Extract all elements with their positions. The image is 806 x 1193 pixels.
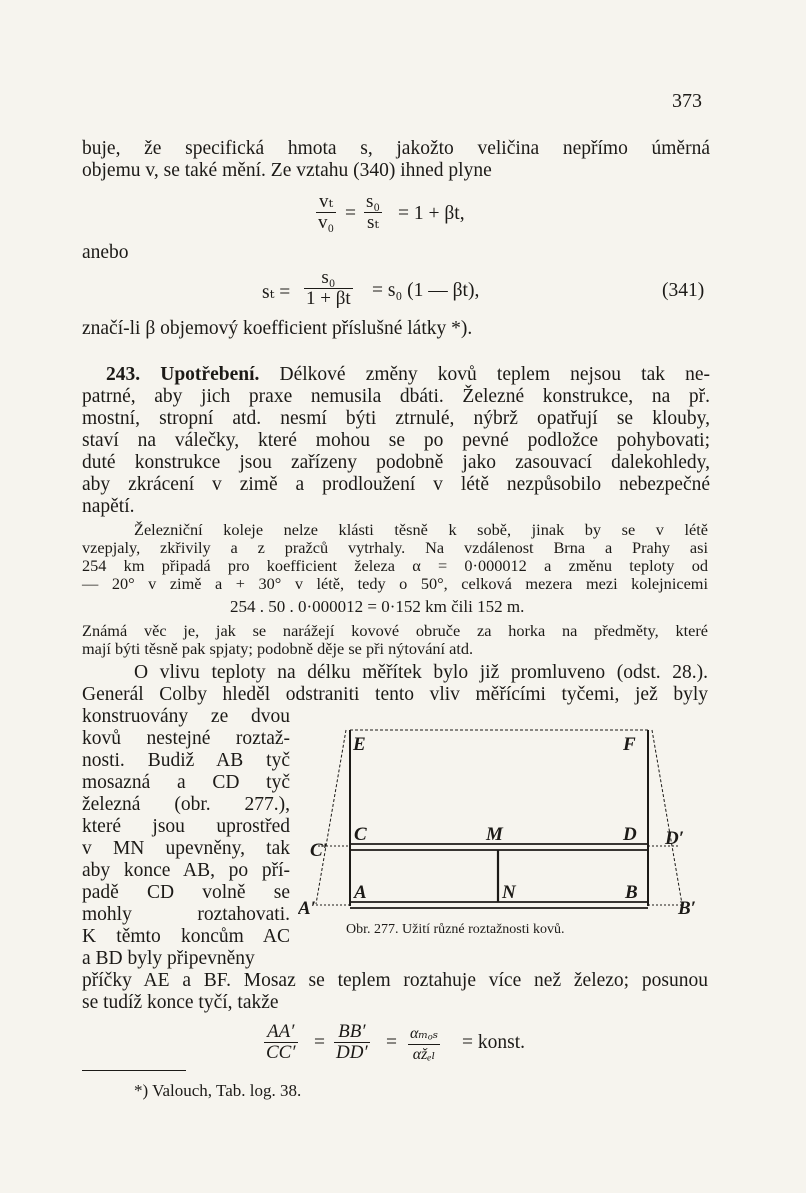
para2-narrow7: v MN upevněny, tak xyxy=(82,838,290,859)
para1-line1: buje, že specifická hmota s, jakožto veličina nepřímo úměrná xyxy=(82,138,710,159)
sec243-line4: staví na válečky, které mohou se po pevné podložce pohybovati; xyxy=(82,430,710,451)
eqf-den1: CC′ xyxy=(266,1042,296,1063)
eqf-eq1: = xyxy=(314,1032,325,1053)
fig-label-E: E xyxy=(353,734,366,755)
footnote-rule xyxy=(82,1070,186,1071)
fig-label-C-prime: C′ xyxy=(310,840,329,861)
eq340-den1: v₀ xyxy=(318,212,335,233)
small-line3: 254 km připadá pro koefficient železa α = 0·000012 a změnu teploty od xyxy=(82,556,708,575)
para2-line3: příčky AE a BF. Mosaz se teplem roztahuje více než železo; posunou xyxy=(82,970,708,991)
eq341-num: s₀ xyxy=(321,267,336,288)
eqf-num1: AA′ xyxy=(267,1021,295,1042)
sec243-line2: patrné, aby jich praxe nemusila dbáti. Železné konstrukce, na př. xyxy=(82,386,710,407)
eq340-den2: sₜ xyxy=(364,212,382,233)
eq341-rhs: = s₀ (1 — βt), xyxy=(372,280,480,301)
para2-line1: O vlivu teploty na délku měřítek bylo již promluveno (odst. 28.). xyxy=(134,662,708,683)
fig-label-N: N xyxy=(502,882,516,903)
fig-right-dashed-slant xyxy=(652,730,685,904)
sec243-line7: napětí. xyxy=(82,496,135,517)
eq341-frac xyxy=(304,268,353,309)
figure-277 xyxy=(298,720,698,945)
eq341-den: 1 + βt xyxy=(306,288,351,309)
eqf-eq2: = xyxy=(386,1032,397,1053)
figure-diagram xyxy=(298,720,698,940)
eqf-num2: BB′ xyxy=(338,1021,366,1042)
figure-caption: Obr. 277. Užití různé roztažnosti kovů. xyxy=(346,922,565,937)
fig-left-dashed-slant xyxy=(316,730,346,904)
eq341-lhs: sₜ = xyxy=(262,282,291,303)
eqf-frac1 xyxy=(264,1022,298,1063)
eq340-frac2 xyxy=(364,192,382,233)
fig-label-M: M xyxy=(486,824,503,845)
fig-label-D: D xyxy=(623,824,637,845)
sec243-line1 xyxy=(106,364,710,386)
eqf-rhs: = konst. xyxy=(462,1032,526,1053)
para2-narrow9: padě CD volně se xyxy=(82,882,290,903)
small-line5: Známá věc je, jak se narážejí kovové obruče za horka na předměty, které xyxy=(82,621,708,640)
anebo: anebo xyxy=(82,242,129,263)
eqf-den2: DD′ xyxy=(336,1042,368,1063)
fig-label-A: A xyxy=(354,882,367,903)
para2-narrow1: konstruovány ze dvou xyxy=(82,706,290,727)
eq340-rhs: = 1 + βt, xyxy=(398,203,465,224)
eq340-num2: s₀ xyxy=(366,191,381,212)
para2-narrow4: mosazná a CD tyč xyxy=(82,772,290,793)
eq341-label: (341) xyxy=(662,280,705,301)
para2-narrow3: nosti. Budiž AB tyč xyxy=(82,750,290,771)
para2-narrow11: K těmto koncům AC xyxy=(82,926,290,947)
fig-label-A-prime: A′ xyxy=(298,898,317,919)
small-line6: mají býti těsně pak spjaty; podobně děje se při nýtování atd. xyxy=(82,639,474,658)
eqf-frac2 xyxy=(334,1022,370,1063)
sec243-line5: duté konstrukce jsou zařízeny podobně jako zasouvací dalekohledy, xyxy=(82,452,710,473)
sec243-text1: Délkové změny kovů teplem nejsou tak ne- xyxy=(279,364,711,385)
para2-line4: se tudíž konce tyčí, takže xyxy=(82,992,279,1013)
fig-label-C: C xyxy=(354,824,367,845)
para2-narrow5: železná (obr. 277.), xyxy=(82,794,290,815)
sec243-line6: aby zkrácení v zimě a prodloužení v létě nezpůsobilo nebezpečné xyxy=(82,474,710,495)
sec243-heading: 243. Upotřebení. xyxy=(106,364,260,385)
small-line4: — 20° v zimě a + 30° v létě, tedy o 50°, celková mezera mezi kolejnicemi xyxy=(82,574,708,593)
para2-narrow10: mohly roztahovati. xyxy=(82,904,290,925)
small-line2: vzepjaly, zkřivily a z pražců vytrhaly. Na vzdálenost Brna a Prahy asi xyxy=(82,538,708,557)
para2-line2: Generál Colby hleděl odstraniti tento vliv měřícími tyčemi, jež byly xyxy=(82,684,708,705)
znaci-line: značí-li β objemový koefficient příslušné látky *). xyxy=(82,318,473,339)
para2-narrow8: aby konce AB, po pří- xyxy=(82,860,290,881)
eq340-frac1 xyxy=(316,192,336,233)
eqf-frac3 xyxy=(408,1024,440,1065)
para2-narrow2: kovů nestejné roztaž- xyxy=(82,728,290,749)
eqf-den3: αžₑₗ xyxy=(408,1044,440,1065)
para1-line2: objemu v, se také mění. Ze vztahu (340) ihned plyne xyxy=(82,160,492,181)
sec243-line3: mostní, stropní atd. nesmí býti ztrnulé, nýbrž opatřují se klouby, xyxy=(82,408,710,429)
para2-narrow12: a BD byly připevněny xyxy=(82,948,255,969)
page-number: 373 xyxy=(672,90,702,112)
eqf-num3: αₘₒₛ xyxy=(410,1025,439,1042)
para2-narrow6: které jsou uprostřed xyxy=(82,816,290,837)
fig-label-F: F xyxy=(623,734,636,755)
fig-label-B: B xyxy=(625,882,638,903)
fig-label-D-prime: D′ xyxy=(665,828,685,849)
small-line1: Železniční koleje nelze klásti těsně k sobě, jinak by se v létě xyxy=(134,520,708,539)
eq340-num1: vₜ xyxy=(318,191,334,212)
small-equation: 254 . 50 . 0·000012 = 0·152 km čili 152 m. xyxy=(230,597,525,616)
eq340-eq-sign: = xyxy=(345,203,356,224)
footnote: *) Valouch, Tab. log. 38. xyxy=(134,1081,302,1100)
fig-label-B-prime: B′ xyxy=(678,898,697,919)
